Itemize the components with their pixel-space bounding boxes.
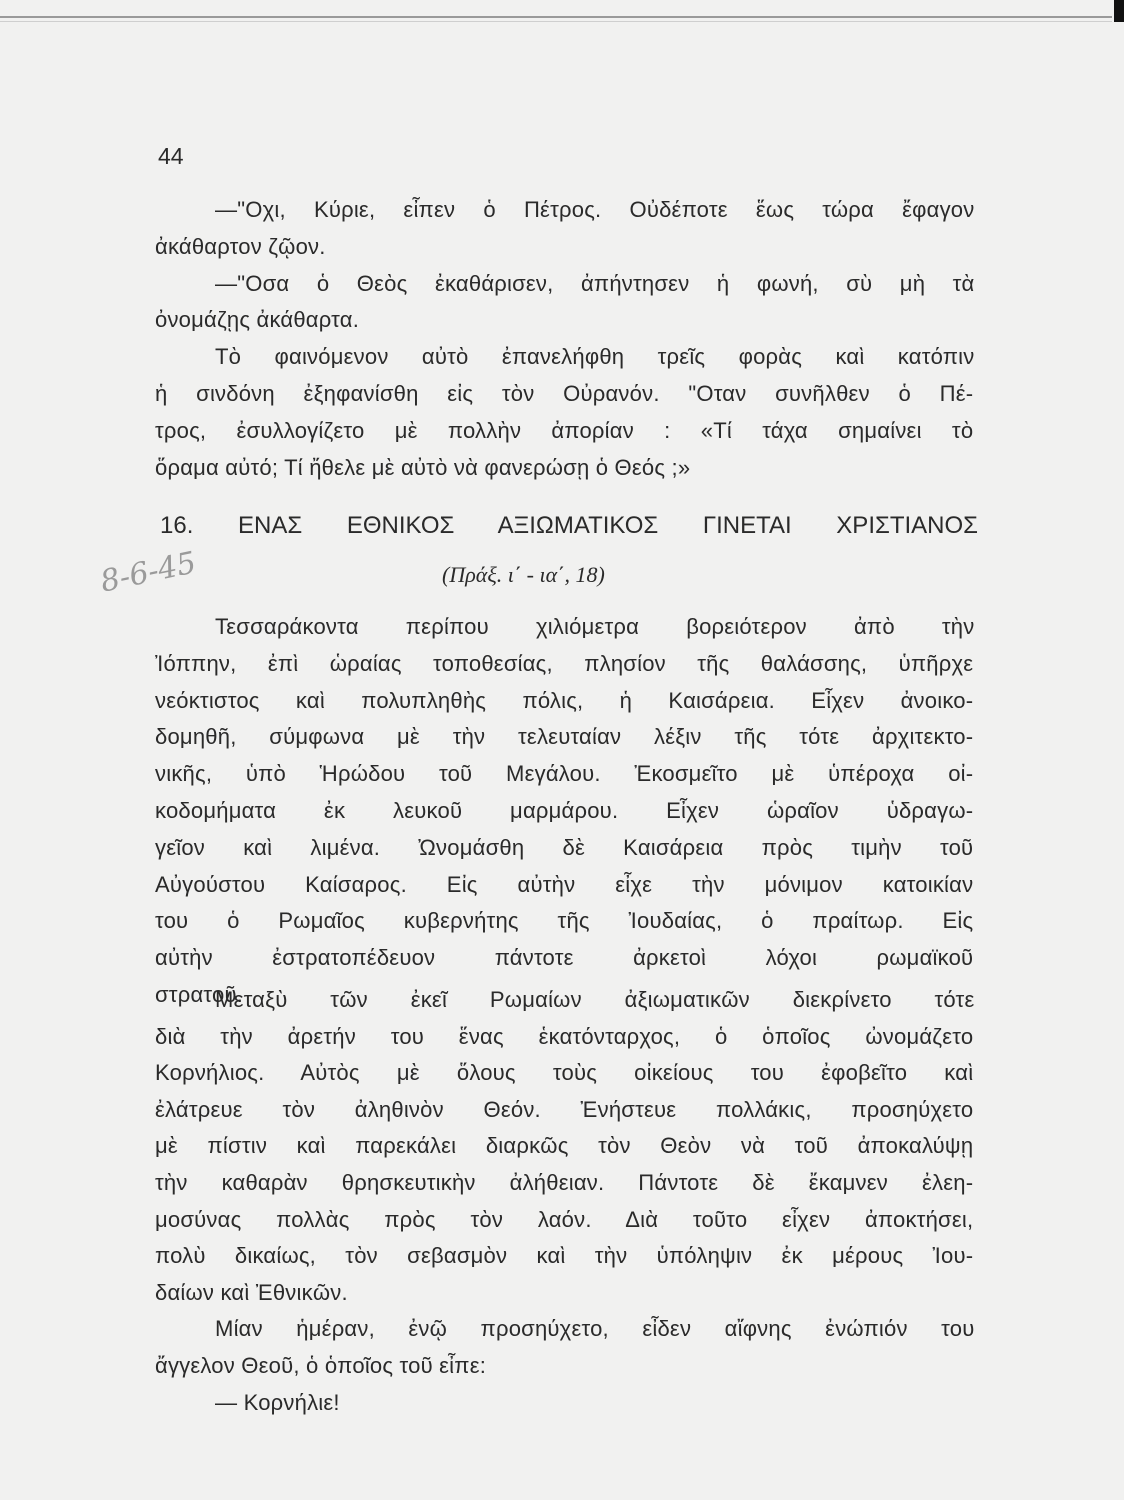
text-line: νικῆς, ὑπὸ Ἡρώδου τοῦ Μεγάλου. Ἐκοσμεῖτο μὲ ὑπέροχα οἰ- xyxy=(155,761,974,787)
text-line: ἡ σινδόνη ἐξηφανίσθη εἰς τὸν Οὐρανόν. "Οταν συνῆλθεν ὁ Πέ- xyxy=(155,381,974,406)
text-line: διὰ τὴν ἀρετήν του ἕνας ἑκατόνταρχος, ὁ ὁποῖος ὠνομάζετο xyxy=(155,1023,974,1049)
text-line: γεῖον καὶ λιμένα. Ὠνομάσθη δὲ Καισάρεια πρὸς τιμὴν τοῦ xyxy=(155,834,974,860)
text-line: Ἰόππην, ἐπὶ ὡραίας τοποθεσίας, πλησίον τῆς θαλάσσης, ὑπῆρχε xyxy=(155,650,974,676)
text-line: Τεσσαράκοντα περίπου χιλιόμετρα βορειότερον ἀπὸ τὴν xyxy=(215,614,975,639)
text-line: πολὺ δικαίως, τὸν σεβασμὸν καὶ τὴν ὑπόληψιν ἐκ μέρους Ἰου- xyxy=(155,1243,974,1269)
text-line: —"Οχι, Κύριε, εἶπεν ὁ Πέτρος. Οὐδέποτε ἕως τώρα ἔφαγον xyxy=(215,197,975,222)
text-line: δομηθῆ, σύμφωνα μὲ τὴν τελευταίαν λέξιν τῆς τότε ἀρχιτεκτο- xyxy=(155,724,974,750)
text-line: αὐτὴν ἐστρατοπέδευον πάντοτε ἀρκετοὶ λόχοι ρωμαϊκοῦ xyxy=(155,945,974,971)
text-line: μοσύνας πολλὰς πρὸς τὸν λαόν. Διὰ τοῦτο εἶχεν ἀποκτήσει, xyxy=(155,1206,974,1232)
scan-border-line xyxy=(0,16,1112,18)
text-line: μὲ πίστιν καὶ παρεκάλει διαρκῶς τὸν Θεὸν νὰ τοῦ ἀποκαλύψῃ xyxy=(155,1133,974,1159)
text-line: —"Οσα ὁ Θεὸς ἐκαθάρισεν, ἀπήντησεν ἡ φωνή, σὺ μὴ τὰ xyxy=(215,270,975,296)
text-line: τρος, ἐσυλλογίζετο μὲ πολλὴν ἀπορίαν : «Τί τάχα σημαίνει τὸ xyxy=(155,417,974,443)
section-heading: 16. ΕΝΑΣ ΕΘΝΙΚΟΣ ΑΞΙΩΜΑΤΙΚΟΣ ΓΙΝΕΤΑΙ ΧΡΙΣΤΙΑΝΟΣ xyxy=(160,512,978,539)
text-line: κοδομήματα ἐκ λευκοῦ μαρμάρου. Εἶχεν ὡραῖον ὑδραγω- xyxy=(155,798,974,823)
text-line: Αὐγούστου Καίσαρος. Εἰς αὐτὴν εἶχε τὴν μόνιμον κατοικίαν xyxy=(155,871,974,897)
text-line: ἐλάτρευε τὸν ἀληθινὸν Θεόν. Ἐνήστευε πολλάκις, προσηύχετο xyxy=(155,1096,974,1122)
text-line: Κορνήλιος. Αὐτὸς μὲ ὅλους τοὺς οἰκείους του ἐφοβεῖτο καὶ xyxy=(155,1060,974,1086)
scan-edge-mark xyxy=(1114,0,1124,22)
text-line: τὴν καθαρὰν θρησκευτικὴν ἀλήθειαν. Πάντοτε δὲ ἔκαμνεν ἐλεη- xyxy=(155,1170,974,1195)
text-line: Μεταξὺ τῶν ἐκεῖ Ρωμαίων ἀξιωματικῶν διεκρίνετο τότε xyxy=(215,987,975,1012)
text-line: του ὁ Ρωμαῖος κυβερνήτης τῆς Ἰουδαίας, ὁ πραίτωρ. Εἰς xyxy=(155,908,974,934)
text-line: ὅραμα αὐτό; Τί ἤθελε μὲ αὐτὸ νὰ φανερώσῃ ὁ Θεός ;» xyxy=(155,454,691,480)
text-line: δαίων καὶ Ἐθνικῶν. xyxy=(155,1279,348,1305)
text-line: ἀκάθαρτον ζῷον. xyxy=(155,233,326,259)
text-line: ἄγγελον Θεοῦ, ὁ ὁποῖος τοῦ εἶπε: xyxy=(155,1353,487,1378)
scripture-citation: (Πράξ. ι΄ - ια΄, 18) xyxy=(442,562,605,587)
text-line: στρατοῦ. xyxy=(155,982,244,1007)
page-number: 44 xyxy=(158,143,184,169)
text-line: Μίαν ἡμέραν, ἐνῷ προσηύχετο, εἶδεν αἴφνης ἐνώπιόν του xyxy=(215,1316,975,1342)
text-line: ὀνομάζῃς ἀκάθαρτα. xyxy=(155,307,360,333)
handwritten-date-note: 8-6-45 xyxy=(97,545,200,600)
scan-border-line-faint xyxy=(0,21,1112,22)
text-line: — Κορνήλιε! xyxy=(215,1389,340,1415)
text-line: Τὸ φαινόμενον αὐτὸ ἐπανελήφθη τρεῖς φορὰς καὶ κατόπιν xyxy=(215,344,975,370)
text-line: νεόκτιστος καὶ πολυπληθὴς πόλις, ἡ Καισάρεια. Εἶχεν ἀνοικο- xyxy=(155,687,974,713)
